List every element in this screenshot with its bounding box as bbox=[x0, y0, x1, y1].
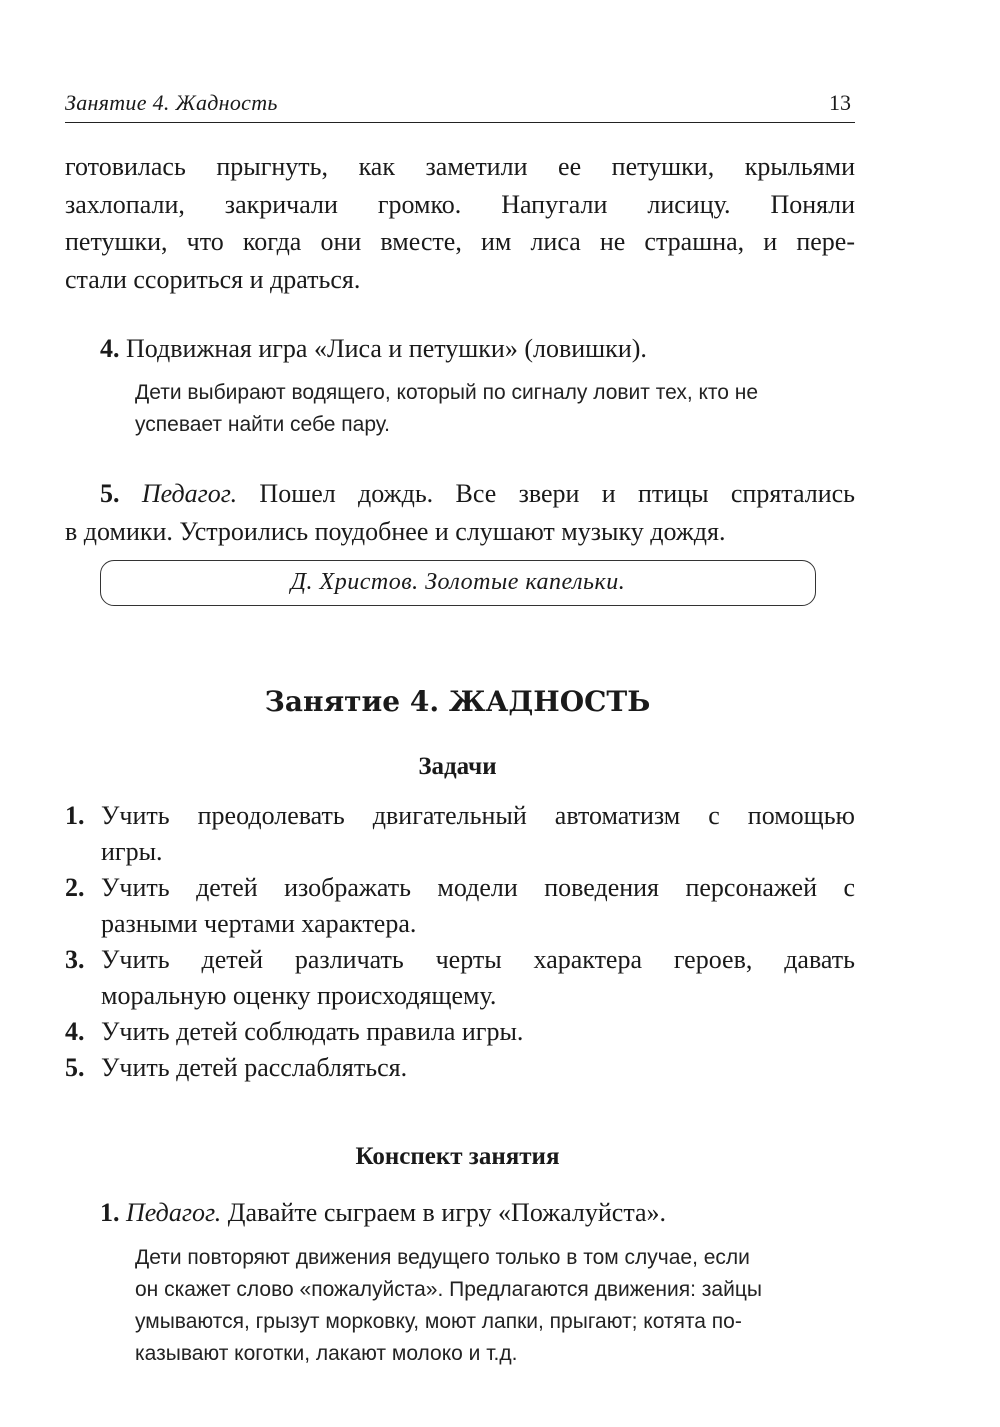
story-paragraph bbox=[65, 148, 855, 298]
task-line: игры. bbox=[101, 837, 163, 866]
note-line: Дети повторяют движения ведущего только в том случае, если bbox=[135, 1246, 750, 1269]
note-line: казывают коготки, лакают молоко и т.д. bbox=[135, 1342, 518, 1365]
story-line: захлопали, закричали громко. Напугали лисицу. Поняли bbox=[65, 189, 855, 219]
item-text: Подвижная игра «Лиса и петушки» (ловишки). bbox=[126, 334, 647, 363]
running-title: Занятие 4. Жадность bbox=[65, 90, 278, 115]
task-line: Учить детей расслабляться. bbox=[101, 1053, 408, 1082]
running-header bbox=[65, 88, 855, 123]
page-number: 13 bbox=[829, 90, 851, 115]
task-number: 5. bbox=[65, 1053, 85, 1082]
story-line: петушки, что когда они вместе, им лиса не страшна, и пере- bbox=[65, 227, 855, 256]
task-item bbox=[65, 1050, 855, 1086]
task-number: 4. bbox=[65, 1017, 85, 1046]
note-line: умываются, грызут морковку, моют лапки, прыгают; котята по- bbox=[135, 1310, 742, 1333]
story-line: готовилась прыгнуть, как заметили ее петушки, крыльями bbox=[65, 152, 855, 181]
item5-text: Пошел дождь. Все звери и птицы спрятались bbox=[259, 479, 856, 508]
item-number: 1. bbox=[100, 1198, 120, 1227]
item-text: Давайте сыграем в игру «Пожалуйста». bbox=[227, 1198, 667, 1227]
music-reference-box bbox=[100, 560, 816, 606]
task-line: Учить детей изображать модели поведения персонажей с bbox=[101, 873, 855, 902]
task-number: 1. bbox=[65, 801, 85, 830]
note-line: Дети выбирают водящего, который по сигналу ловит тех, кто не bbox=[135, 381, 759, 404]
outline-item-1-note bbox=[135, 1242, 855, 1370]
story-line: стали ссориться и драться. bbox=[65, 264, 361, 294]
note-line: он скажет слово «пожалуйста». Предлагаются движения: зайцы bbox=[135, 1278, 762, 1301]
activity-item-4-note bbox=[135, 377, 855, 441]
task-line: разными чертами характера. bbox=[101, 909, 417, 938]
item-number: 5. bbox=[100, 479, 120, 508]
task-item bbox=[65, 942, 855, 1014]
lesson-title: Занятие 4. ЖАДНОСТЬ bbox=[264, 685, 651, 718]
activity-item-5 bbox=[65, 475, 855, 550]
item5-line: в домики. Устроились поудобнее и слушают музыку дождя. bbox=[65, 516, 726, 546]
outline-item-1 bbox=[100, 1194, 855, 1232]
tasks-heading: Задачи bbox=[418, 753, 497, 780]
note-line: успевает найти себе пару. bbox=[135, 413, 391, 436]
task-line: Учить детей соблюдать правила игры. bbox=[101, 1017, 524, 1046]
speaker-label: Педагог. bbox=[141, 479, 238, 508]
item-number: 4. bbox=[100, 334, 120, 363]
task-line: моральную оценку происходящему. bbox=[101, 981, 497, 1010]
activity-item-4 bbox=[100, 330, 855, 368]
task-number: 3. bbox=[65, 945, 85, 974]
task-item bbox=[65, 798, 855, 870]
music-label: Д. Христов. Золотые капельки. bbox=[290, 569, 626, 595]
task-line: Учить детей различать черты характера героев, давать bbox=[101, 945, 855, 974]
task-number: 2. bbox=[65, 873, 85, 902]
task-line: Учить преодолевать двигательный автоматизм с помощью bbox=[101, 801, 855, 830]
item5-line bbox=[65, 475, 855, 513]
task-item bbox=[65, 1014, 855, 1050]
task-item bbox=[65, 870, 855, 942]
speaker-label: Педагог. bbox=[126, 1198, 222, 1227]
outline-heading: Конспект занятия bbox=[355, 1143, 560, 1170]
